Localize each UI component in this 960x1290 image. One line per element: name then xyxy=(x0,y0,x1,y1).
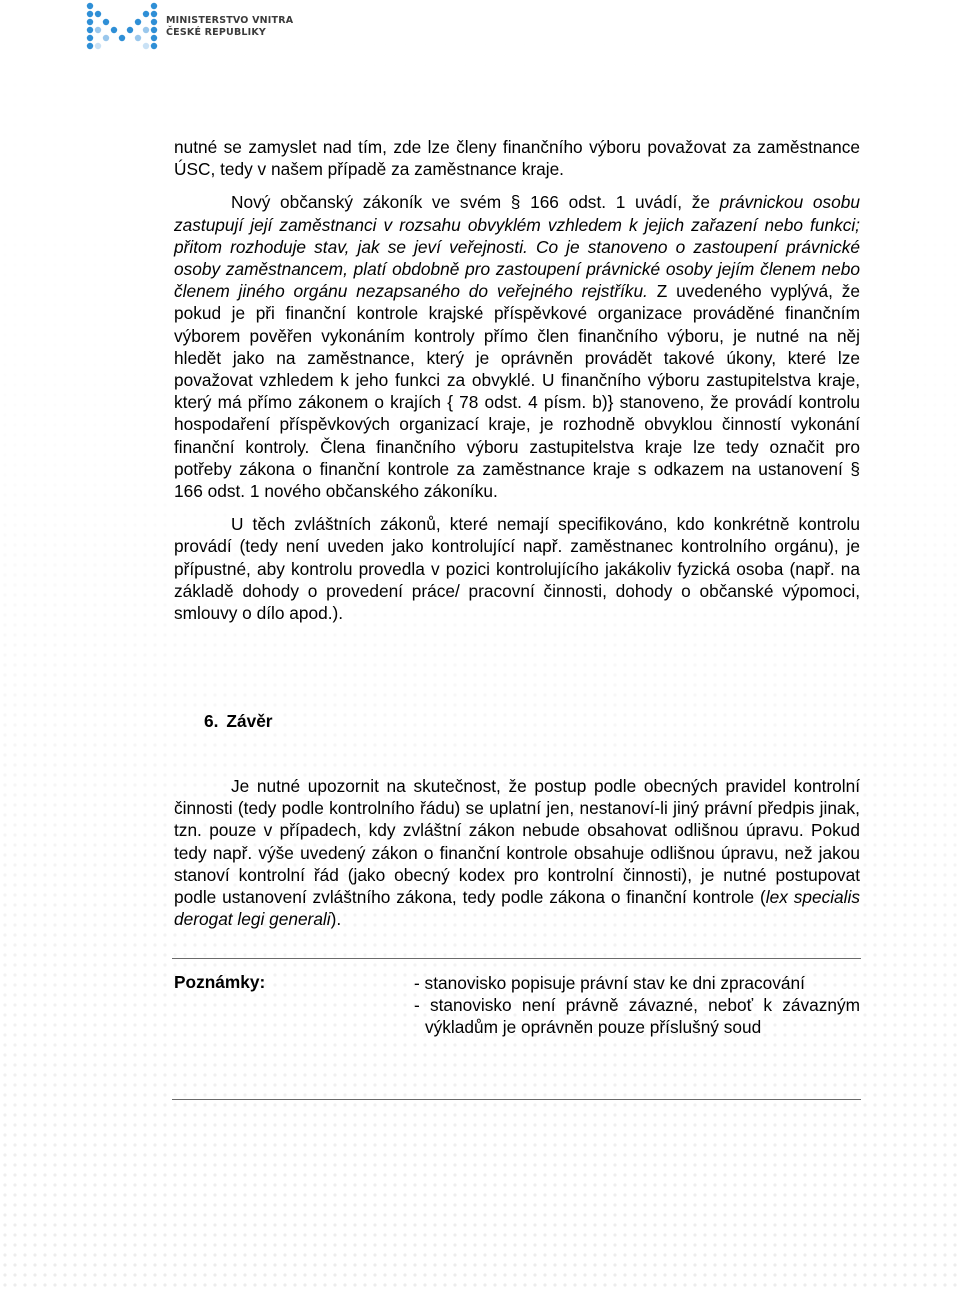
note-item xyxy=(414,994,860,1038)
paragraph-civil-code-lead: Nový občanský zákoník ve svém § 166 odst. 1 uvádí, že xyxy=(231,192,720,213)
section-heading xyxy=(204,711,273,732)
paragraph-civil-code xyxy=(174,191,860,502)
paragraph-conclusion xyxy=(174,775,860,930)
section-title: Závěr xyxy=(226,711,273,731)
ministry-name xyxy=(166,15,293,39)
paragraph-civil-code-conclusion: Z uvedeného vyplývá, že pokud je při finanční kontrole krajské příspěvkové organizace prováděné finančním výborem pověřen vykonáním kontroly přímo člen finančního výboru, je nutné na něj hledět jako na zaměstnance, který je oprávněn provádět takové úkony, které lze považovat vzhledem k jeho funkci za obvyklé. U finančního výboru zastupitelstva kraje, který má přímo zákonem o krajích { 78 odst. 4 písm. b)} stanoveno, že provádí kontrolu hospodaření příspěvkových organizací kraje, je rozhodně obvyklou činností vykonání finanční kontroly. Člena finančního výboru zastupitelstva kraje lze tedy označit pro potřeby zákona o finanční kontrole za zaměstnance kraje s odkazem na ustanovení § 166 odst. 1 nového občanského zákoníku. xyxy=(174,281,861,502)
conclusion-text: Je nutné upozornit na skutečnost, že postup podle obecných pravidel kontrolní činnosti (tedy podle kontrolního řádu) se uplatní jen, nestanoví-li jiný právní předpis jinak, tzn. pouze v případech, kdy zvláštní zákon nebude obsahovat odlišnou úpravu. Pokud tedy např. výše uvedený zákon o finanční kontrole obsahuje odlišnou úpravu, než jakou stanoví kontrolní řád (jako obecný kodex pro kontrolní činnosti), je nutné postupovat podle ustanovení zvláštního zákona, tedy podle zákona o finanční kontrole ( xyxy=(174,776,860,908)
notes-label: Poznámky: xyxy=(174,972,266,992)
civil-code-quote: právnickou osobu zastupují její zaměstnanci v rozsahu obvyklém vzhledem k jejich zařazení nebo funkci; přitom rozhoduje stav, jak se jeví veřejnosti. Co je stanoveno o zastoupení právnické osoby zaměstnancem, platí obdobně pro zastoupení právnické osoby jejím členem nebo členem jiného orgánu nezapsaného do veřejného rejstříku. xyxy=(174,192,860,302)
ministry-name-line2: ČESKÉ REPUBLIKY xyxy=(166,27,267,38)
paragraph-intro: nutné se zamyslet nad tím, zde lze členy finančního výboru považovat za zaměstnance ÚSC, tedy v našem případě za zaměstnance kraje. xyxy=(174,137,860,180)
notes-top-divider xyxy=(172,958,861,959)
conclusion-end: ). xyxy=(330,909,342,930)
conclusion-body xyxy=(174,775,860,930)
section-number: 6. xyxy=(204,711,219,731)
note-item-text: - stanovisko popisuje právní stav ke dni zpracování xyxy=(414,973,805,993)
document-body xyxy=(174,136,860,624)
ministry-name-line1: MINISTERSTVO VNITRA xyxy=(166,15,294,26)
notes-bottom-divider xyxy=(172,1099,861,1100)
note-item xyxy=(414,972,860,994)
paragraph-special-laws: U těch zvláštních zákonů, které nemají specifikováno, kdo konkrétně kontrolu provádí (tedy není uveden jako kontrolující např. zaměstnanec kontrolního orgánu), je přípustné, aby kontrolu provedla v pozici kontrolujícího jakákoliv fyzická osoba (např. na základě dohody o provedení práce/ pracovní činnosti, dohody o občanské výpomoci, smlouvy o dílo apod.). xyxy=(174,514,860,624)
notes-list xyxy=(414,972,860,1039)
ministry-logo xyxy=(86,0,346,52)
note-item-text: - stanovisko není právně závazné, neboť k závazným výkladům je oprávněn pouze příslušný soud xyxy=(414,995,860,1038)
ministry-logo-dots-icon xyxy=(86,0,160,52)
latin-maxim: lex specialis derogat legi generali xyxy=(174,887,860,930)
